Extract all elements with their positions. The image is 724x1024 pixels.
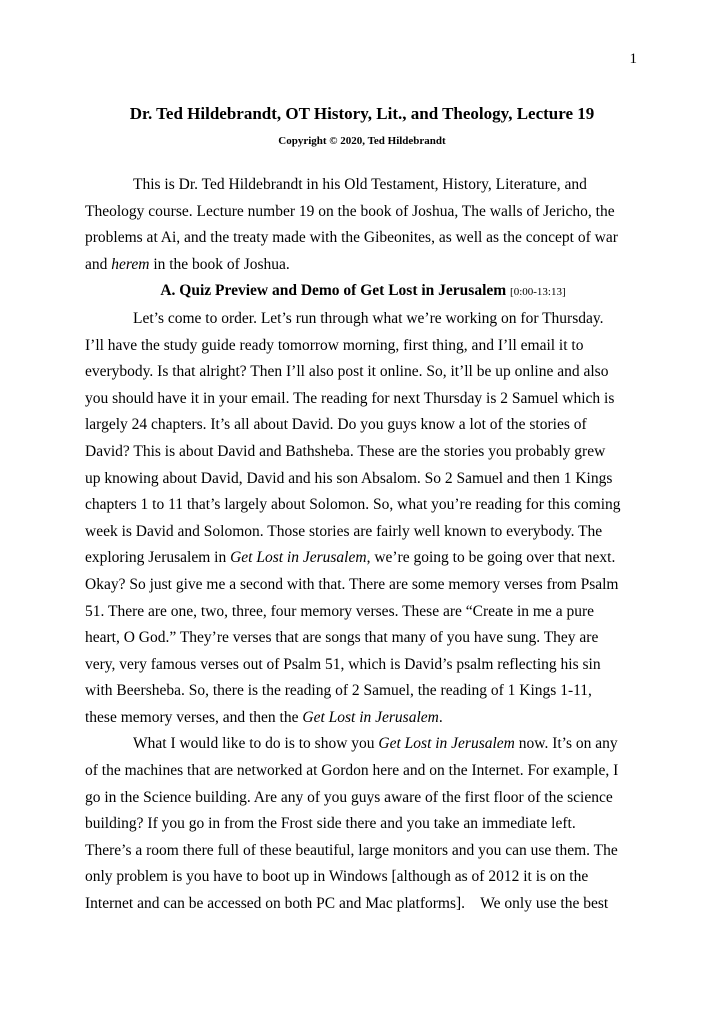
- lecture-body: [85, 172, 641, 918]
- para2-text: now. It’s on any: [514, 735, 618, 753]
- para1-line: very, very famous verses out of Psalm 51, which is David’s psalm reflecting his sin: [85, 655, 601, 673]
- para2-line: There’s a room there full of these beautiful, large monitors and you can use them. The: [85, 841, 618, 859]
- para1-line: largely 24 chapters. It’s all about David. Do you guys know a lot of the stories of: [85, 416, 587, 434]
- paragraph-1: [85, 306, 641, 732]
- intro-text: and: [85, 255, 112, 273]
- para1-text: exploring Jerusalem in: [85, 549, 231, 567]
- section-a-title: A. Quiz Preview and Demo of Get Lost in Jerusalem: [160, 282, 507, 300]
- para1-line: I’ll have the study guide ready tomorrow morning, first thing, and I’ll email it to: [85, 336, 584, 354]
- intro-line: [85, 252, 641, 279]
- intro-line: problems at Ai, and the treaty made with the Gibeonites, as well as the concept of war: [85, 229, 618, 247]
- intro-line: This is Dr. Ted Hildebrandt in his Old Testament, History, Literature, and: [133, 176, 587, 193]
- para2-line: [85, 731, 641, 758]
- game-title: Get Lost in Jerusalem: [230, 549, 367, 567]
- para1-text: these memory verses, and then the: [85, 708, 303, 726]
- para2-line: only problem is you have to boot up in Windows [although as of 2012 it is on the: [85, 868, 589, 886]
- para2-line: Internet and can be accessed on both PC and Mac platforms]. We only use the best: [85, 895, 609, 913]
- para1-line: 51. There are one, two, three, four memory verses. These are “Create in me a pure: [85, 602, 594, 620]
- section-a-heading: [85, 278, 641, 306]
- para1-line: chapters 1 to 11 that’s largely about Solomon. So, what you’re reading for this coming: [85, 496, 621, 514]
- para1-line: week is David and Solomon. Those stories are fairly well known to everybody. The: [85, 522, 603, 540]
- intro-line: Theology course. Lecture number 19 on the book of Joshua, The walls of Jericho, the: [85, 202, 615, 220]
- document-title: Dr. Ted Hildebrandt, OT History, Lit., and Theology, Lecture 19: [129, 104, 595, 123]
- page-number: 1: [629, 51, 637, 67]
- para1-line: with Beersheba. So, there is the reading of 2 Samuel, the reading of 1 Kings 1-11,: [85, 682, 592, 700]
- para1-line: Okay? So just give me a second with that. There are some memory verses from Psalm: [85, 575, 619, 593]
- para1-line: Let’s come to order. Let’s run through what we’re working on for Thursday.: [133, 309, 604, 327]
- para2-text: What I would like to do is to show you: [133, 735, 379, 753]
- para1-line: heart, O God.” They’re verses that are songs that many of you have sung. They are: [85, 629, 599, 647]
- para1-line: up knowing about David, David and his son Absalom. So 2 Samuel and then 1 Kings: [85, 469, 613, 487]
- para1-line: [85, 545, 641, 572]
- section-a-timestamp: [0:00-13:13]: [510, 286, 566, 299]
- intro-text: in the book of Joshua.: [149, 255, 290, 273]
- herem-term: herem: [111, 255, 150, 273]
- para1-text: , we’re going to be going over that next.: [366, 549, 616, 567]
- para1-line: you should have it in your email. The reading for next Thursday is 2 Samuel which is: [85, 389, 615, 407]
- intro-paragraph: [85, 172, 641, 278]
- copyright-line: Copyright © 2020, Ted Hildebrandt: [278, 135, 446, 147]
- para2-line: building? If you go in from the Frost side there and you take an immediate left.: [85, 815, 576, 833]
- game-title: Get Lost in Jerusalem: [302, 708, 439, 726]
- para2-line: of the machines that are networked at Gordon here and on the Internet. For example, I: [85, 762, 619, 780]
- para1-text: .: [438, 708, 443, 726]
- para1-line: [85, 705, 641, 732]
- para1-line: everybody. Is that alright? Then I’ll also post it online. So, it’ll be up online and also: [85, 363, 609, 381]
- para2-line: go in the Science building. Are any of you guys aware of the first floor of the science: [85, 788, 613, 806]
- game-title: Get Lost in Jerusalem: [378, 735, 515, 753]
- para1-line: David? This is about David and Bathsheba. These are the stories you probably grew: [85, 442, 606, 460]
- paragraph-2: [85, 731, 641, 917]
